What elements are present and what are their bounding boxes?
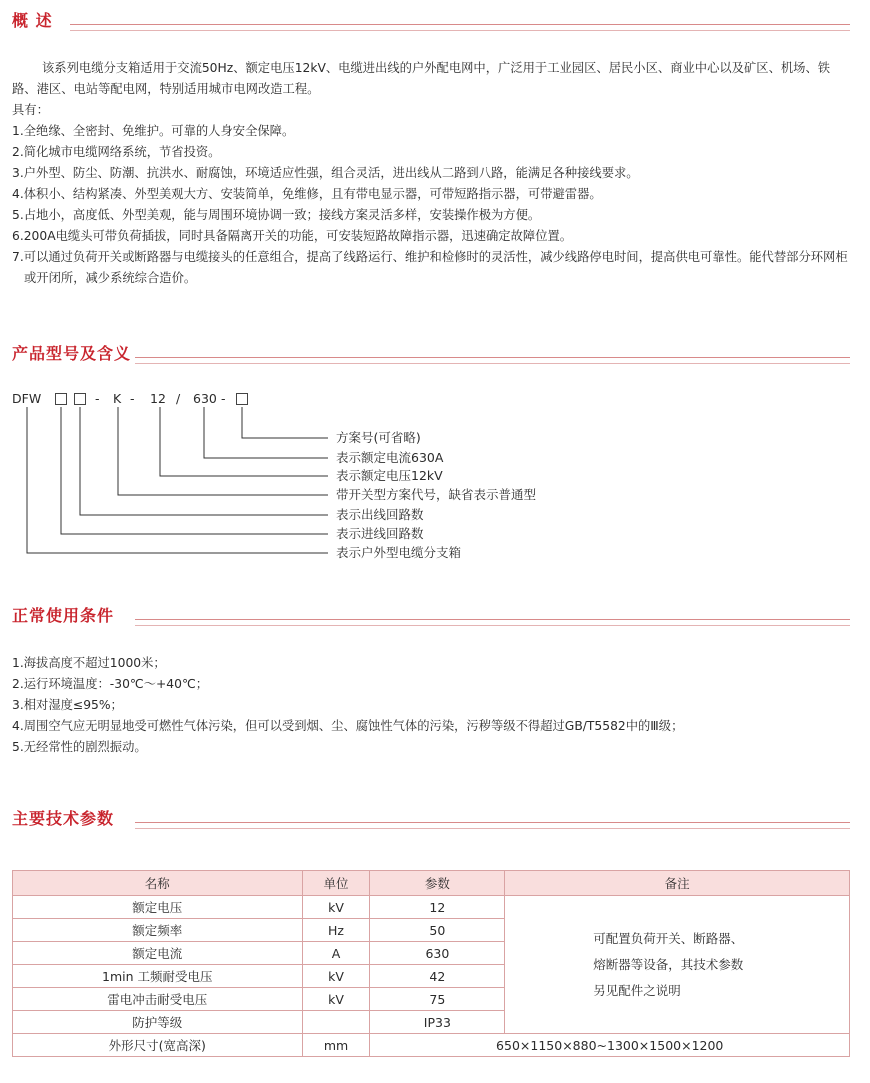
- cell-unit: mm: [302, 1034, 370, 1057]
- model-desc-outlet: 表示出线回路数: [336, 507, 424, 522]
- model-slash: /: [176, 391, 181, 406]
- params-rule: [135, 822, 850, 823]
- leader-line-scheme: [242, 407, 328, 438]
- overview-title: 概 述: [12, 11, 53, 30]
- cell-unit: Hz: [302, 919, 370, 942]
- cell-note: [505, 896, 850, 1034]
- params-title: 主要技术参数: [12, 809, 115, 828]
- params-rule-2: [135, 828, 850, 829]
- conditions-item: 3.相对湿度≤95%；: [12, 698, 123, 712]
- overview-item: 4.体积小、结构紧凑、外型美观大方、安装简单，免维修，且有带电显示器，可带短路指示器，可带避雷器。: [12, 187, 602, 201]
- model-current: 630: [193, 391, 217, 406]
- cell-unit: kV: [302, 965, 370, 988]
- conditions-title: 正常使用条件: [12, 606, 115, 625]
- leader-line-voltage: [160, 407, 328, 476]
- cell-name: 额定频率: [13, 919, 303, 942]
- leader-line-type: [27, 407, 328, 553]
- cell-name: 雷电冲击耐受电压: [13, 988, 303, 1011]
- header-unit: 单位: [302, 871, 370, 896]
- params-table: [12, 870, 850, 1057]
- model-dash: -: [221, 391, 226, 406]
- model-code-prefix: DFW: [12, 391, 42, 406]
- overview-item: 7.可以通过负荷开关或断路器与电缆接头的任意组合，提高了线路运行、维护和检修时的灵活性，减少线路停电时间，提高供电可靠性。能代替部分环网柜或开闭所，减少系统综合造价。: [12, 250, 848, 285]
- model-desc-current: 表示额定电流630A: [336, 450, 444, 465]
- conditions-item: 4.周围空气应无明显地受可燃性气体污染，但可以受到烟、尘、腐蚀性气体的污染，污秽等级不得超过GB/T5582中的Ⅲ级；: [12, 719, 684, 733]
- model-desc-switch: 带开关型方案代号，缺省表示普通型: [336, 487, 537, 502]
- conditions-rule-2: [135, 625, 850, 626]
- overview-item: 1.全绝缘、全密封、免维护。可靠的人身安全保障。: [12, 124, 295, 138]
- model-desc-voltage: 表示额定电压12kV: [336, 468, 443, 483]
- note-line: 熔断器等设备，其技术参数: [593, 956, 744, 972]
- overview-has-label: 具有：: [12, 103, 49, 117]
- cell-name: 额定电压: [13, 896, 303, 919]
- header-note: 备注: [505, 871, 850, 896]
- overview-intro: 该系列电缆分支箱适用于交流50Hz、额定电压12kV、电缆进出线的户外配电网中，广泛用于工业园区、居民小区、商业中心以及矿区、机场、铁路、港区、电站等配电网，特别适用城市电网改造工程。: [12, 61, 831, 96]
- cell-unit: kV: [302, 896, 370, 919]
- cell-value: 630: [370, 942, 505, 965]
- conditions-body: [12, 653, 852, 758]
- leader-line-switch: [118, 407, 328, 495]
- cell-value: 75: [370, 988, 505, 1011]
- model-k: K: [113, 391, 122, 406]
- leader-line-current: [204, 407, 328, 458]
- cell-unit: A: [302, 942, 370, 965]
- overview-item: 6.200A电缆头可带负荷插拔，同时具备隔离开关的功能，可安装短路故障指示器，迅速确定故障位置。: [12, 229, 573, 243]
- cell-dimensions: 650×1150×880~1300×1500×1200: [370, 1034, 850, 1057]
- table-row: [13, 896, 850, 919]
- cell-value: IP33: [370, 1011, 505, 1034]
- model-dash: -: [95, 391, 100, 406]
- cell-value: 12: [370, 896, 505, 919]
- overview-item: 5.占地小，高度低、外型美观，能与周围环境协调一致；接线方案灵活多样，安装操作极为方便。: [12, 208, 541, 222]
- note-line: 可配置负荷开关、断路器、: [593, 930, 744, 946]
- cell-value: 42: [370, 965, 505, 988]
- conditions-item: 2.运行环境温度：-30℃～+40℃；: [12, 677, 209, 691]
- header-value: 参数: [370, 871, 505, 896]
- header-name: 名称: [13, 871, 303, 896]
- conditions-item: 1.海拔高度不超过1000米；: [12, 656, 166, 670]
- cell-name: 1min 工频耐受电压: [13, 965, 303, 988]
- cell-value: 50: [370, 919, 505, 942]
- model-desc-scheme: 方案号(可省略): [336, 430, 421, 445]
- conditions-rule: [135, 619, 850, 620]
- model-desc-type: 表示户外型电缆分支箱: [336, 545, 462, 560]
- conditions-item: 5.无经常性的剧烈振动。: [12, 740, 147, 754]
- note-line: 另见配件之说明: [593, 982, 681, 998]
- cell-unit: [302, 1011, 370, 1034]
- overview-item: 2.简化城市电缆网络系统，节省投资。: [12, 145, 221, 159]
- cell-name: 防护等级: [13, 1011, 303, 1034]
- cell-name: 额定电流: [13, 942, 303, 965]
- model-desc-inlet: 表示进线回路数: [336, 526, 424, 541]
- model-title: 产品型号及含义: [12, 344, 132, 363]
- params-header-row: [13, 871, 850, 896]
- model-dash: -: [130, 391, 135, 406]
- cell-unit: kV: [302, 988, 370, 1011]
- overview-item: 3.户外型、防尘、防潮、抗洪水、耐腐蚀，环境适应性强，组合灵活，进出线从二路到八路，能满足各种接线要求。: [12, 166, 639, 180]
- model-voltage: 12: [150, 391, 166, 406]
- cell-name: 外形尺寸(宽高深): [13, 1034, 303, 1057]
- table-row: [13, 1034, 850, 1057]
